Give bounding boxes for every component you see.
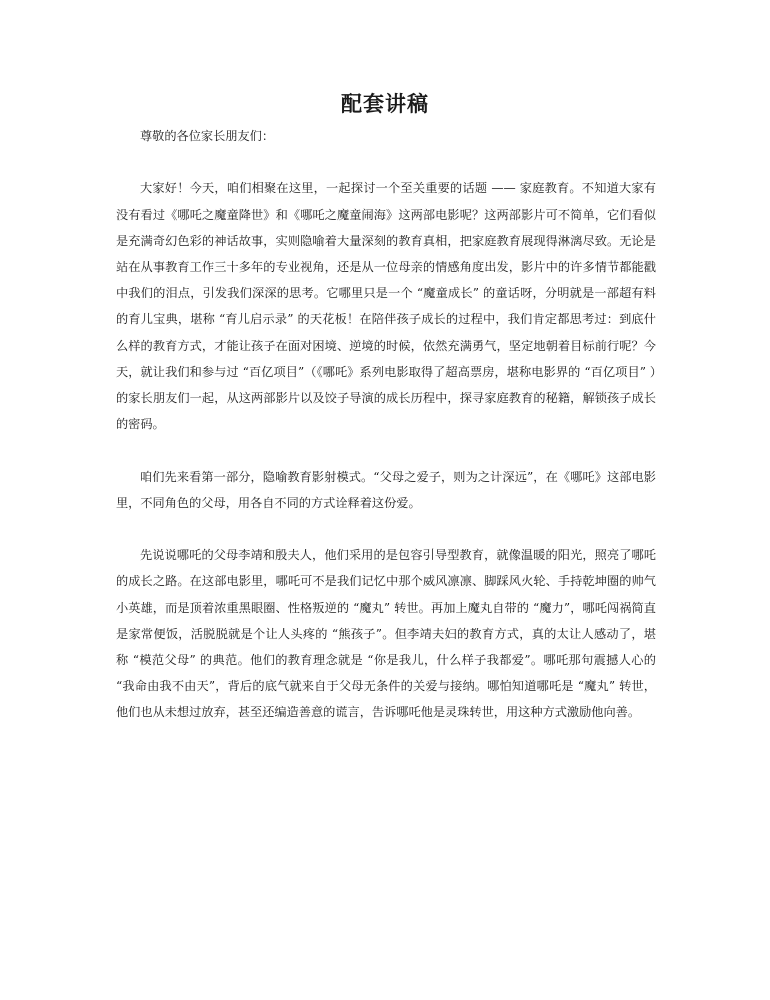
- paragraph-parents: 先说说哪吒的父母李靖和殷夫人，他们采用的是包容引导型教育，就像温暖的阳光，照亮了哪吒的成长之路。在这部电影里，哪吒可不是我们记忆中那个威风凛凛、脚踩风火轮、手持乾坤圈的帅气小英雄，而是顶着浓重黑眼圈、性格叛逆的 “魔丸” 转世。再加上魔丸自带的 “魔力”，哪吒闯祸简直是家常便饭，活脱脱就是个让人头疼的 “熊孩子”。但李靖夫妇的教育方式，真的太让人感动了，堪称 “模范父母” 的典范。他们的教育理念就是 “你是我儿，什么样子我都爱”。哪吒那句震撼人心的 “我命由我不由天”，背后的底气就来自于父母无条件的关爱与接纳。哪怕知道哪吒是 “魔丸” 转世，他们也从未想过放弃，甚至还编造善意的谎言，告诉哪吒他是灵珠转世，用这种方式激励他向善。: [116, 548, 656, 720]
- paragraph-spacer: [116, 149, 656, 175]
- page-title: 配套讲稿: [341, 92, 429, 116]
- paragraph-spacer: [116, 516, 656, 542]
- document-body: [116, 123, 656, 726]
- paragraph-intro: 大家好！今天，咱们相聚在这里，一起探讨一个至关重要的话题 —— 家庭教育。不知道大家有没有看过《哪吒之魔童降世》和《哪吒之魔童闹海》这两部电影呢？这两部影片可不简单，它们看似是充满奇幻色彩的神话故事，实则隐喻着大量深刻的教育真相，把家庭教育展现得淋漓尽致。无论是站在从事教育工作三十多年的专业视角，还是从一位母亲的情感角度出发，影片中的许多情节都能戳中我们的泪点，引发我们深深的思考。它哪里只是一个 “魔童成长” 的童话呀，分明就是一部超有料的育儿宝典，堪称 “育儿启示录” 的天花板！在陪伴孩子成长的过程中，我们肯定都思考过：到底什么样的教育方式，才能让孩子在面对困境、逆境的时候，依然充满勇气，坚定地朝着目标前行呢？今天，就让我们和参与过 “百亿项目”（《哪吒》系列电影取得了超高票房，堪称电影界的 “百亿项目” ）的家长朋友们一起，从这两部影片以及饺子导演的成长历程中，探寻家庭教育的秘籍，解锁孩子成长的密码。: [116, 181, 656, 432]
- salutation: 尊敬的各位家长朋友们：: [140, 129, 275, 143]
- paragraph-part-one: 咱们先来看第一部分，隐喻教育影射模式。“父母之爱子，则为之计深远”，在《哪吒》这部电影里，不同角色的父母，用各自不同的方式诠释着这份爱。: [116, 469, 656, 510]
- paragraph-spacer: [116, 437, 656, 463]
